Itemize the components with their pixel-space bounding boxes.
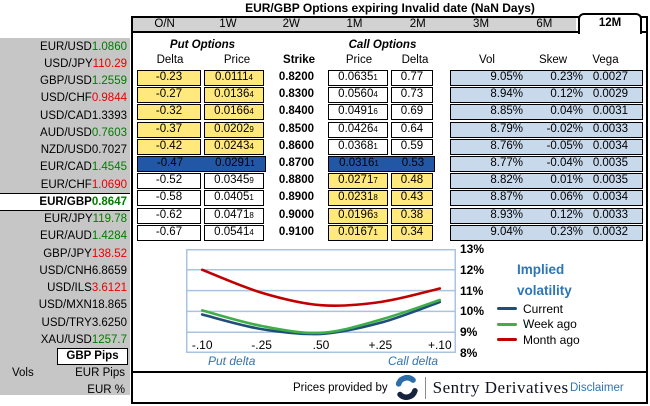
- col-header-put-delta: Delta: [156, 54, 184, 66]
- skew-cell: 0.23%: [550, 225, 583, 238]
- skew-cell: 0.01%: [550, 174, 583, 187]
- call-row: [328, 156, 435, 172]
- put-row: [137, 173, 264, 189]
- tab-O-N[interactable]: O/N: [154, 18, 175, 30]
- pair-value: 18.865: [91, 299, 127, 312]
- put-price-cell[interactable]: 0.03459: [204, 173, 264, 189]
- strike-cell: 0.8600: [278, 139, 314, 152]
- skew-cell: 0.12%: [550, 208, 583, 221]
- call-row: [328, 104, 433, 120]
- greeks-row: [450, 225, 643, 241]
- call-price-cell[interactable]: 0.03681: [328, 139, 388, 155]
- call-price-cell[interactable]: 0.02717: [328, 173, 388, 189]
- pair-label: USD/MXN: [38, 299, 92, 312]
- greeks-row: [450, 70, 643, 86]
- vol-cell: 8.87%: [490, 191, 523, 204]
- y-tick-label: 11%: [460, 283, 484, 298]
- x-tick-label: +.10: [427, 338, 452, 352]
- call-row: [328, 173, 433, 189]
- strike-cell: 0.8200: [278, 71, 314, 83]
- put-price-cell[interactable]: 0.04718: [204, 208, 264, 224]
- tab-6M[interactable]: 6M: [536, 18, 553, 30]
- strike-cell: 0.8400: [278, 105, 314, 118]
- vol-cell: 8.93%: [490, 208, 523, 221]
- col-header-call-delta: Delta: [401, 54, 429, 66]
- vol-cell: 8.82%: [490, 174, 523, 187]
- call-row: [328, 139, 433, 155]
- pair-value: 1.0690: [91, 178, 127, 191]
- call-delta-cell[interactable]: 0.73: [391, 87, 433, 103]
- greeks-row: [450, 190, 643, 206]
- skew-cell: -0.04%: [546, 157, 583, 169]
- pair-label: USD/CAD: [40, 109, 92, 122]
- pair-label: USD/CHF: [40, 92, 92, 105]
- y-tick-label: 12%: [460, 262, 485, 277]
- sidebar-pairs: [0, 38, 130, 349]
- pair-value: 1.4545: [91, 161, 127, 174]
- call-price-cell[interactable]: 0.04264: [328, 122, 388, 138]
- tab-strip: [133, 18, 576, 31]
- tab-2M[interactable]: 2M: [409, 18, 426, 30]
- pair-label: EUR/CHF: [40, 178, 92, 191]
- vol-mode-eur-pct[interactable]: EUR %: [87, 384, 125, 396]
- pair-value: 3.6250: [91, 316, 127, 329]
- y-tick-label: 13%: [460, 242, 485, 256]
- vol-mode-eur-pips[interactable]: EUR Pips: [75, 367, 125, 379]
- pair-value: 1.4284: [91, 230, 127, 243]
- put-price-cell[interactable]: 0.01664: [204, 104, 264, 120]
- call-delta-cell[interactable]: 0.69: [391, 104, 433, 120]
- col-headers-greeks: [451, 54, 643, 66]
- vega-cell: 0.0035: [592, 157, 628, 169]
- sidebar-pair-EUR-AUD[interactable]: [0, 228, 130, 245]
- options-panel: [131, 16, 648, 404]
- call-row: [328, 225, 433, 241]
- greeks-row: [450, 156, 643, 172]
- call-price-cell[interactable]: 0.03161: [339, 157, 379, 169]
- call-delta-cell[interactable]: 0.38: [391, 208, 433, 224]
- vol-cell: 8.85%: [490, 105, 523, 118]
- skew-cell: 0.06%: [550, 191, 583, 204]
- skew-cell: 0.04%: [550, 105, 583, 118]
- pair-label: USD/ILS: [47, 282, 92, 295]
- put-delta-cell[interactable]: -0.27: [137, 87, 201, 103]
- pair-label: USD/CNH: [39, 264, 92, 277]
- vega-cell: 0.0032: [592, 225, 628, 238]
- pair-value: 0.8647: [91, 195, 127, 208]
- sidebar-pair-USD-CNH[interactable]: [0, 262, 130, 279]
- put-row: [137, 139, 264, 155]
- pair-value: 0.7027: [91, 144, 127, 157]
- put-row: [137, 104, 264, 120]
- sidebar-pair-GBP-USD[interactable]: [0, 73, 130, 90]
- pair-value: 0.9844: [91, 92, 127, 105]
- pair-label: EUR/AUD: [40, 230, 92, 243]
- call-delta-axis-caption: Call delta: [388, 354, 439, 368]
- pair-label: USD/JPY: [44, 57, 93, 70]
- put-options-header: Put Options: [169, 39, 236, 51]
- put-delta-cell[interactable]: -0.23: [137, 70, 201, 86]
- pair-label: GBP/JPY: [43, 247, 92, 260]
- put-delta-cell[interactable]: -0.62: [137, 208, 201, 224]
- pair-label: EUR/USD: [40, 40, 92, 53]
- legend-item-Week-ago: Week ago: [497, 317, 580, 333]
- provider-name: Sentry Derivatives: [432, 378, 569, 397]
- sidebar-pair-USD-TRY[interactable]: [0, 314, 130, 331]
- pair-label: GBP/USD: [40, 75, 92, 88]
- put-row: [137, 190, 264, 206]
- pair-label: AUD/USD: [40, 126, 92, 139]
- vol-cell: 8.77%: [490, 157, 523, 169]
- col-header-vega: Vega: [592, 54, 619, 66]
- sidebar-pair-AUD-USD[interactable]: [0, 124, 130, 141]
- vol-cell: 8.79%: [490, 122, 523, 135]
- tab-1W[interactable]: 1W: [219, 18, 237, 30]
- vega-cell: 0.0031: [592, 105, 628, 118]
- footer-separator: [425, 377, 426, 399]
- col-header-vol: Vol: [479, 54, 495, 66]
- call-price-cell[interactable]: 0.04916: [328, 104, 388, 120]
- y-tick-label: 8%: [460, 346, 478, 360]
- x-tick-label: +.25: [368, 338, 393, 352]
- call-price-cell[interactable]: 0.02318: [328, 190, 388, 206]
- skew-cell: 0.23%: [550, 71, 583, 83]
- tab-strip-underline: [133, 31, 646, 33]
- strike-cell: 0.9000: [278, 208, 314, 221]
- put-row: [137, 70, 264, 86]
- sidebar-pair-GBP-JPY[interactable]: [0, 245, 130, 262]
- legend-line-swatch: [497, 338, 517, 341]
- call-price-cell[interactable]: 0.01963: [328, 208, 388, 224]
- greeks-row: [450, 104, 643, 120]
- vol-mode-gbp-pips[interactable]: GBP Pips: [57, 348, 128, 365]
- strike-cell: 0.8700: [278, 157, 314, 169]
- col-header-strike: Strike: [283, 54, 315, 66]
- tab-2W[interactable]: 2W: [282, 18, 300, 30]
- col-header-skew: Skew: [538, 54, 568, 66]
- call-delta-cell[interactable]: 0.34: [391, 225, 433, 241]
- put-price-cell[interactable]: 0.01114: [204, 70, 264, 86]
- put-price-cell[interactable]: 0.04051: [204, 190, 264, 206]
- series-Current: [202, 302, 440, 334]
- sidebar-pair-NZD-USD[interactable]: [0, 142, 130, 159]
- call-delta-cell[interactable]: 0.48: [391, 173, 433, 189]
- call-delta-cell[interactable]: 0.77: [391, 70, 433, 86]
- sidebar-pair-USD-CAD[interactable]: [0, 107, 130, 124]
- legend-items: [497, 301, 580, 348]
- vega-cell: 0.0027: [592, 71, 628, 83]
- call-price-cell[interactable]: 0.06351: [328, 70, 388, 86]
- put-price-cell[interactable]: 0.05414: [204, 225, 264, 241]
- vega-cell: 0.0033: [592, 122, 628, 135]
- vol-cell: 8.76%: [490, 139, 523, 152]
- strike-cell: 0.8500: [278, 122, 314, 135]
- put-delta-axis-caption: Put delta: [208, 354, 256, 368]
- put-row: [137, 122, 264, 138]
- call-delta-cell[interactable]: 0.53: [401, 157, 425, 169]
- vol-cell: 9.05%: [490, 71, 523, 83]
- pair-value: 0.7603: [91, 126, 127, 139]
- skew-cell: -0.02%: [546, 122, 583, 135]
- pair-label: NZD/USD: [40, 144, 92, 157]
- sidebar-pair-USD-JPY[interactable]: [0, 55, 130, 72]
- put-row: [137, 208, 264, 224]
- call-row: [328, 208, 433, 224]
- vol-cell: 8.94%: [490, 88, 523, 101]
- strike-cell: 0.8300: [278, 88, 314, 101]
- sidebar-pair-EUR-JPY[interactable]: [0, 211, 130, 228]
- pair-label: EUR/JPY: [44, 213, 93, 226]
- put-row: [137, 156, 266, 172]
- call-row: [328, 87, 433, 103]
- vega-cell: 0.0035: [592, 174, 628, 187]
- pair-label: XAU/USD: [40, 333, 92, 346]
- put-delta-cell[interactable]: -0.52: [137, 173, 201, 189]
- sidebar-pair-EUR-CHF[interactable]: [0, 176, 130, 193]
- sidebar-pair-EUR-GBP[interactable]: [0, 193, 130, 210]
- call-delta-cell[interactable]: 0.43: [391, 190, 433, 206]
- put-delta-cell[interactable]: -0.32: [137, 104, 201, 120]
- greeks-row: [450, 139, 643, 155]
- pair-value: 1257.7: [91, 333, 127, 346]
- y-tick-label: 10%: [460, 304, 485, 319]
- strike-cell: 0.8800: [278, 174, 314, 187]
- sidebar-pair-EUR-CAD[interactable]: [0, 159, 130, 176]
- greeks-row: [450, 208, 643, 224]
- legend-line-swatch: [497, 323, 517, 326]
- sidebar-pair-USD-MXN[interactable]: [0, 297, 130, 314]
- page-title: EUR/GBP Options expiring Invalid date (NaN Days): [245, 1, 535, 15]
- tab-1M[interactable]: 1M: [346, 18, 363, 30]
- vega-cell: 0.0034: [592, 191, 628, 204]
- call-row: [328, 190, 433, 206]
- call-delta-cell[interactable]: 0.64: [391, 122, 433, 138]
- call-row: [328, 70, 433, 86]
- pair-value: 1.2559: [91, 75, 127, 88]
- footer-divider: [133, 371, 646, 373]
- put-delta-cell[interactable]: -0.42: [137, 139, 201, 155]
- pair-value: 1.3393: [91, 109, 127, 122]
- legend-item-Current: Current: [497, 301, 580, 317]
- sidebar-pair-EUR-USD[interactable]: [0, 38, 130, 55]
- pair-value: 6.8659: [91, 264, 127, 277]
- pair-label: EUR/GBP: [39, 195, 92, 208]
- call-delta-cell[interactable]: 0.59: [391, 139, 433, 155]
- y-tick-label: 9%: [460, 325, 478, 340]
- vega-cell: 0.0033: [592, 208, 628, 221]
- sidebar-pair-XAU-USD[interactable]: [0, 331, 130, 348]
- strike-cell: 0.8900: [278, 191, 314, 204]
- disclaimer-link[interactable]: Disclaimer: [570, 382, 624, 394]
- pair-value: 3.6121: [91, 282, 127, 295]
- footer: [293, 375, 569, 401]
- legend-title: Implied volatility: [517, 262, 572, 298]
- put-delta-cell[interactable]: -0.67: [137, 225, 201, 241]
- call-price-cell[interactable]: 0.05604: [328, 87, 388, 103]
- pair-label: USD/TRY: [41, 316, 92, 329]
- legend-line-swatch: [497, 307, 517, 310]
- greeks-row: [450, 173, 643, 189]
- provider-logo-icon: [394, 375, 420, 401]
- vega-cell: 0.0034: [592, 139, 628, 152]
- skew-cell: -0.05%: [546, 139, 583, 152]
- x-tick-label: .50: [312, 338, 330, 352]
- provided-by-text: Prices provided by: [293, 382, 388, 394]
- vols-label: Vols: [12, 367, 34, 379]
- skew-cell: 0.12%: [550, 88, 583, 101]
- put-price-cell[interactable]: 0.02029: [204, 122, 264, 138]
- greeks-row: [450, 87, 643, 103]
- pair-label: EUR/CAD: [40, 161, 92, 174]
- legend-item-Month-ago: Month ago: [497, 332, 580, 348]
- vol-cell: 9.04%: [490, 225, 523, 238]
- pair-value: 119.78: [92, 213, 127, 226]
- x-tick-label: -.25: [251, 338, 272, 352]
- tab-3M[interactable]: 3M: [473, 18, 490, 30]
- vega-cell: 0.0029: [592, 88, 628, 101]
- series-Month-ago: [202, 270, 440, 306]
- pair-value: 138.52: [91, 247, 127, 260]
- tab-12m[interactable]: 12M: [578, 13, 642, 34]
- put-delta-cell[interactable]: -0.58: [137, 190, 201, 206]
- call-price-cell[interactable]: 0.01671: [328, 225, 388, 241]
- greeks-row: [450, 122, 643, 138]
- call-options-header: Call Options: [348, 39, 417, 51]
- pair-value: 110.29: [92, 57, 127, 70]
- put-price-cell[interactable]: 0.01364: [204, 87, 264, 103]
- put-row: [137, 225, 264, 241]
- sidebar-pair-USD-CHF[interactable]: [0, 90, 130, 107]
- put-delta-cell[interactable]: -0.37: [137, 122, 201, 138]
- currency-sidebar: [0, 38, 130, 395]
- pair-value: 1.0860: [91, 40, 127, 53]
- put-price-cell[interactable]: 0.02434: [204, 139, 264, 155]
- put-price-cell[interactable]: 0.02911: [215, 157, 255, 169]
- strike-cell: 0.9100: [278, 225, 314, 238]
- put-delta-cell[interactable]: -0.47: [156, 157, 184, 169]
- col-header-put-price: Price: [223, 54, 251, 66]
- col-header-call-price: Price: [345, 54, 373, 66]
- x-tick-label: -.10: [191, 338, 213, 352]
- sidebar-pair-USD-ILS[interactable]: [0, 280, 130, 297]
- put-row: [137, 87, 264, 103]
- call-row: [328, 122, 433, 138]
